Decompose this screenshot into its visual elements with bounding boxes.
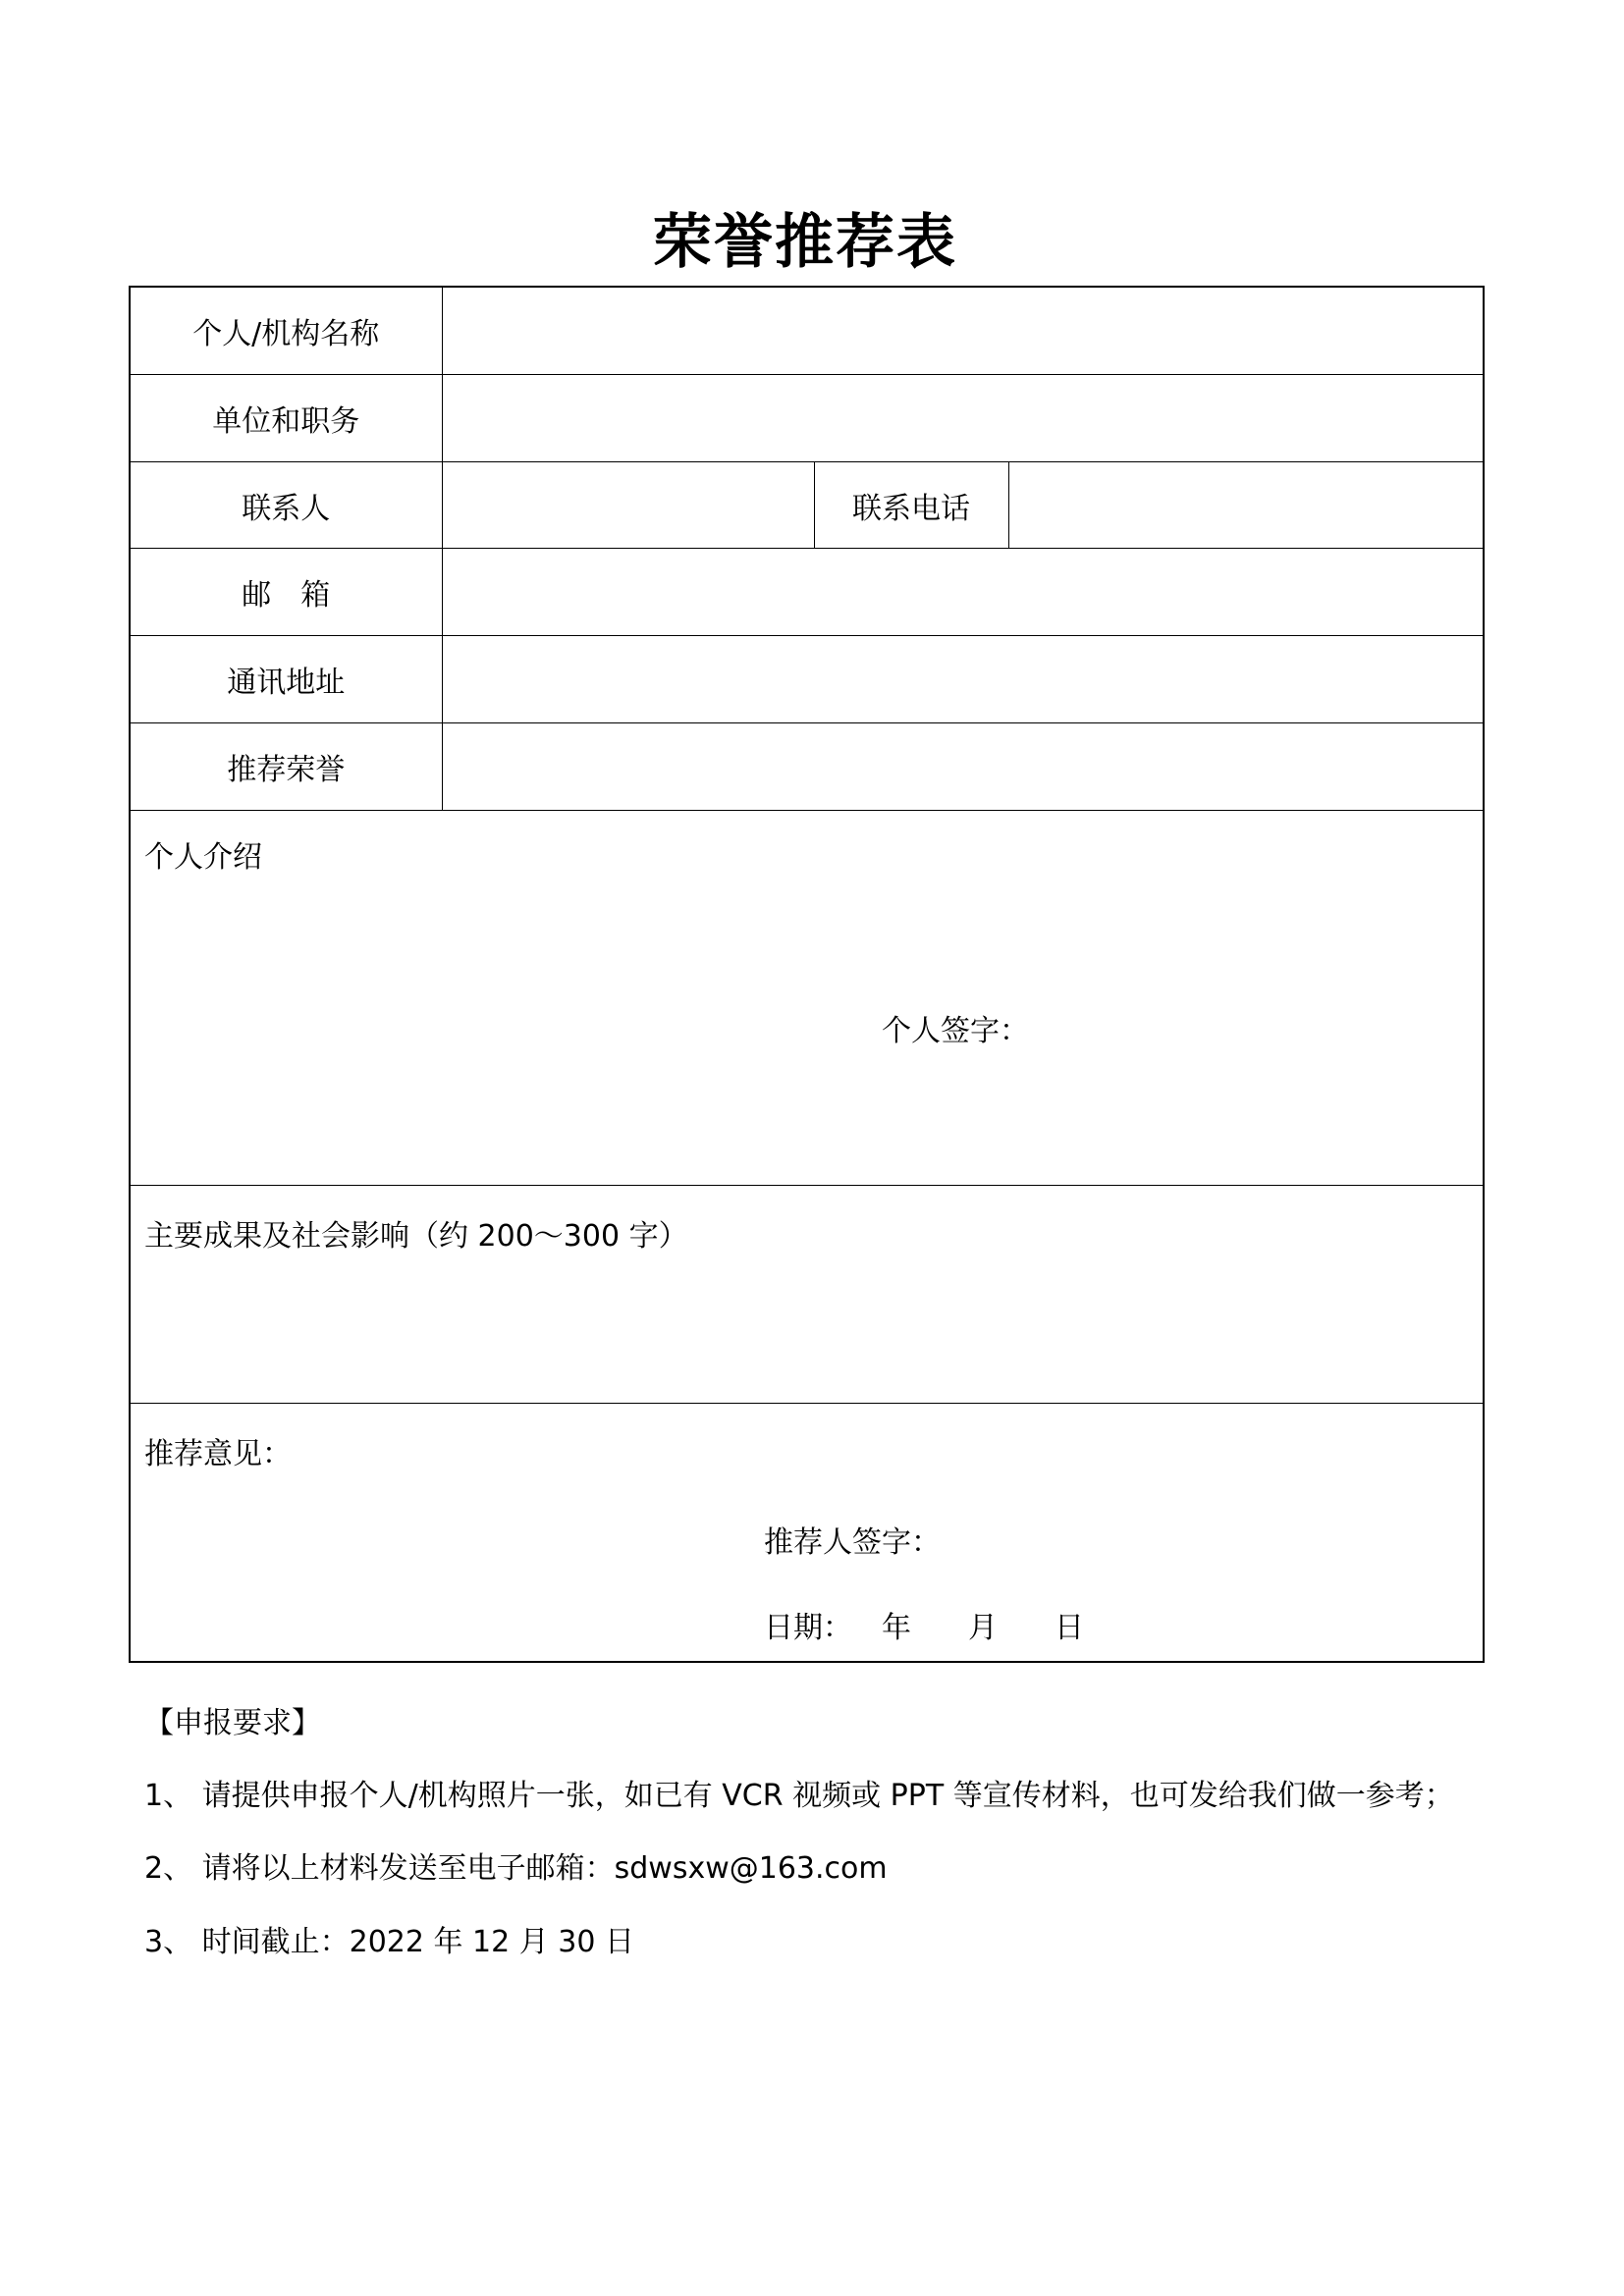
name-label: 个人/机构名称	[130, 287, 442, 375]
requirements-heading: 【申报要求】	[144, 1706, 321, 1740]
phone-field[interactable]	[1008, 462, 1484, 549]
honor-field[interactable]	[442, 723, 1484, 811]
intro-signature-label: 个人签字：	[882, 1014, 1029, 1048]
achievements-label: 主要成果及社会影响（约 200～300 字）	[144, 1219, 688, 1254]
form-row-contact	[130, 462, 1484, 549]
form-row-opinion	[130, 1404, 1484, 1663]
month-label: 月	[968, 1611, 998, 1645]
address-field[interactable]	[442, 636, 1484, 723]
achievements-area[interactable]	[130, 1186, 1484, 1404]
opinion-area[interactable]	[130, 1404, 1484, 1663]
contact-label: 联系人	[130, 462, 442, 549]
form-row-honor	[130, 723, 1484, 811]
date-label: 日期：	[764, 1611, 852, 1645]
day-label: 日	[1055, 1611, 1084, 1645]
recommendation-form-table	[129, 286, 1485, 1663]
name-field[interactable]	[442, 287, 1484, 375]
year-label: 年	[882, 1611, 911, 1645]
phone-label: 联系电话	[814, 462, 1008, 549]
form-row-unit	[130, 375, 1484, 462]
email-label: 邮 箱	[130, 549, 442, 636]
honor-label: 推荐荣誉	[130, 723, 442, 811]
intro-area[interactable]	[130, 811, 1484, 1186]
recommender-signature-label: 推荐人签字：	[764, 1525, 941, 1560]
requirement-item: 1、 请提供申报个人/机构照片一张，如已有 VCR 视频或 PPT 等宣传材料，也可发给我们做一参考；	[144, 1779, 1454, 1813]
intro-label: 个人介绍	[144, 840, 262, 875]
requirement-item-email: 2、 请将以上材料发送至电子邮箱：sdwsxw@163.com	[144, 1851, 888, 1886]
unit-label: 单位和职务	[130, 375, 442, 462]
form-row-name	[130, 287, 1484, 375]
email-field[interactable]	[442, 549, 1484, 636]
requirement-item-deadline: 3、 时间截止：2022 年 12 月 30 日	[144, 1925, 634, 1959]
contact-field[interactable]	[442, 462, 814, 549]
opinion-label: 推荐意见：	[144, 1437, 292, 1471]
address-label: 通讯地址	[130, 636, 442, 723]
form-row-achievements	[130, 1186, 1484, 1404]
form-row-address	[130, 636, 1484, 723]
date-line	[764, 1603, 1084, 1646]
form-row-intro	[130, 811, 1484, 1186]
page-title: 荣誉推荐表	[653, 208, 957, 277]
form-row-email	[130, 549, 1484, 636]
unit-field[interactable]	[442, 375, 1484, 462]
